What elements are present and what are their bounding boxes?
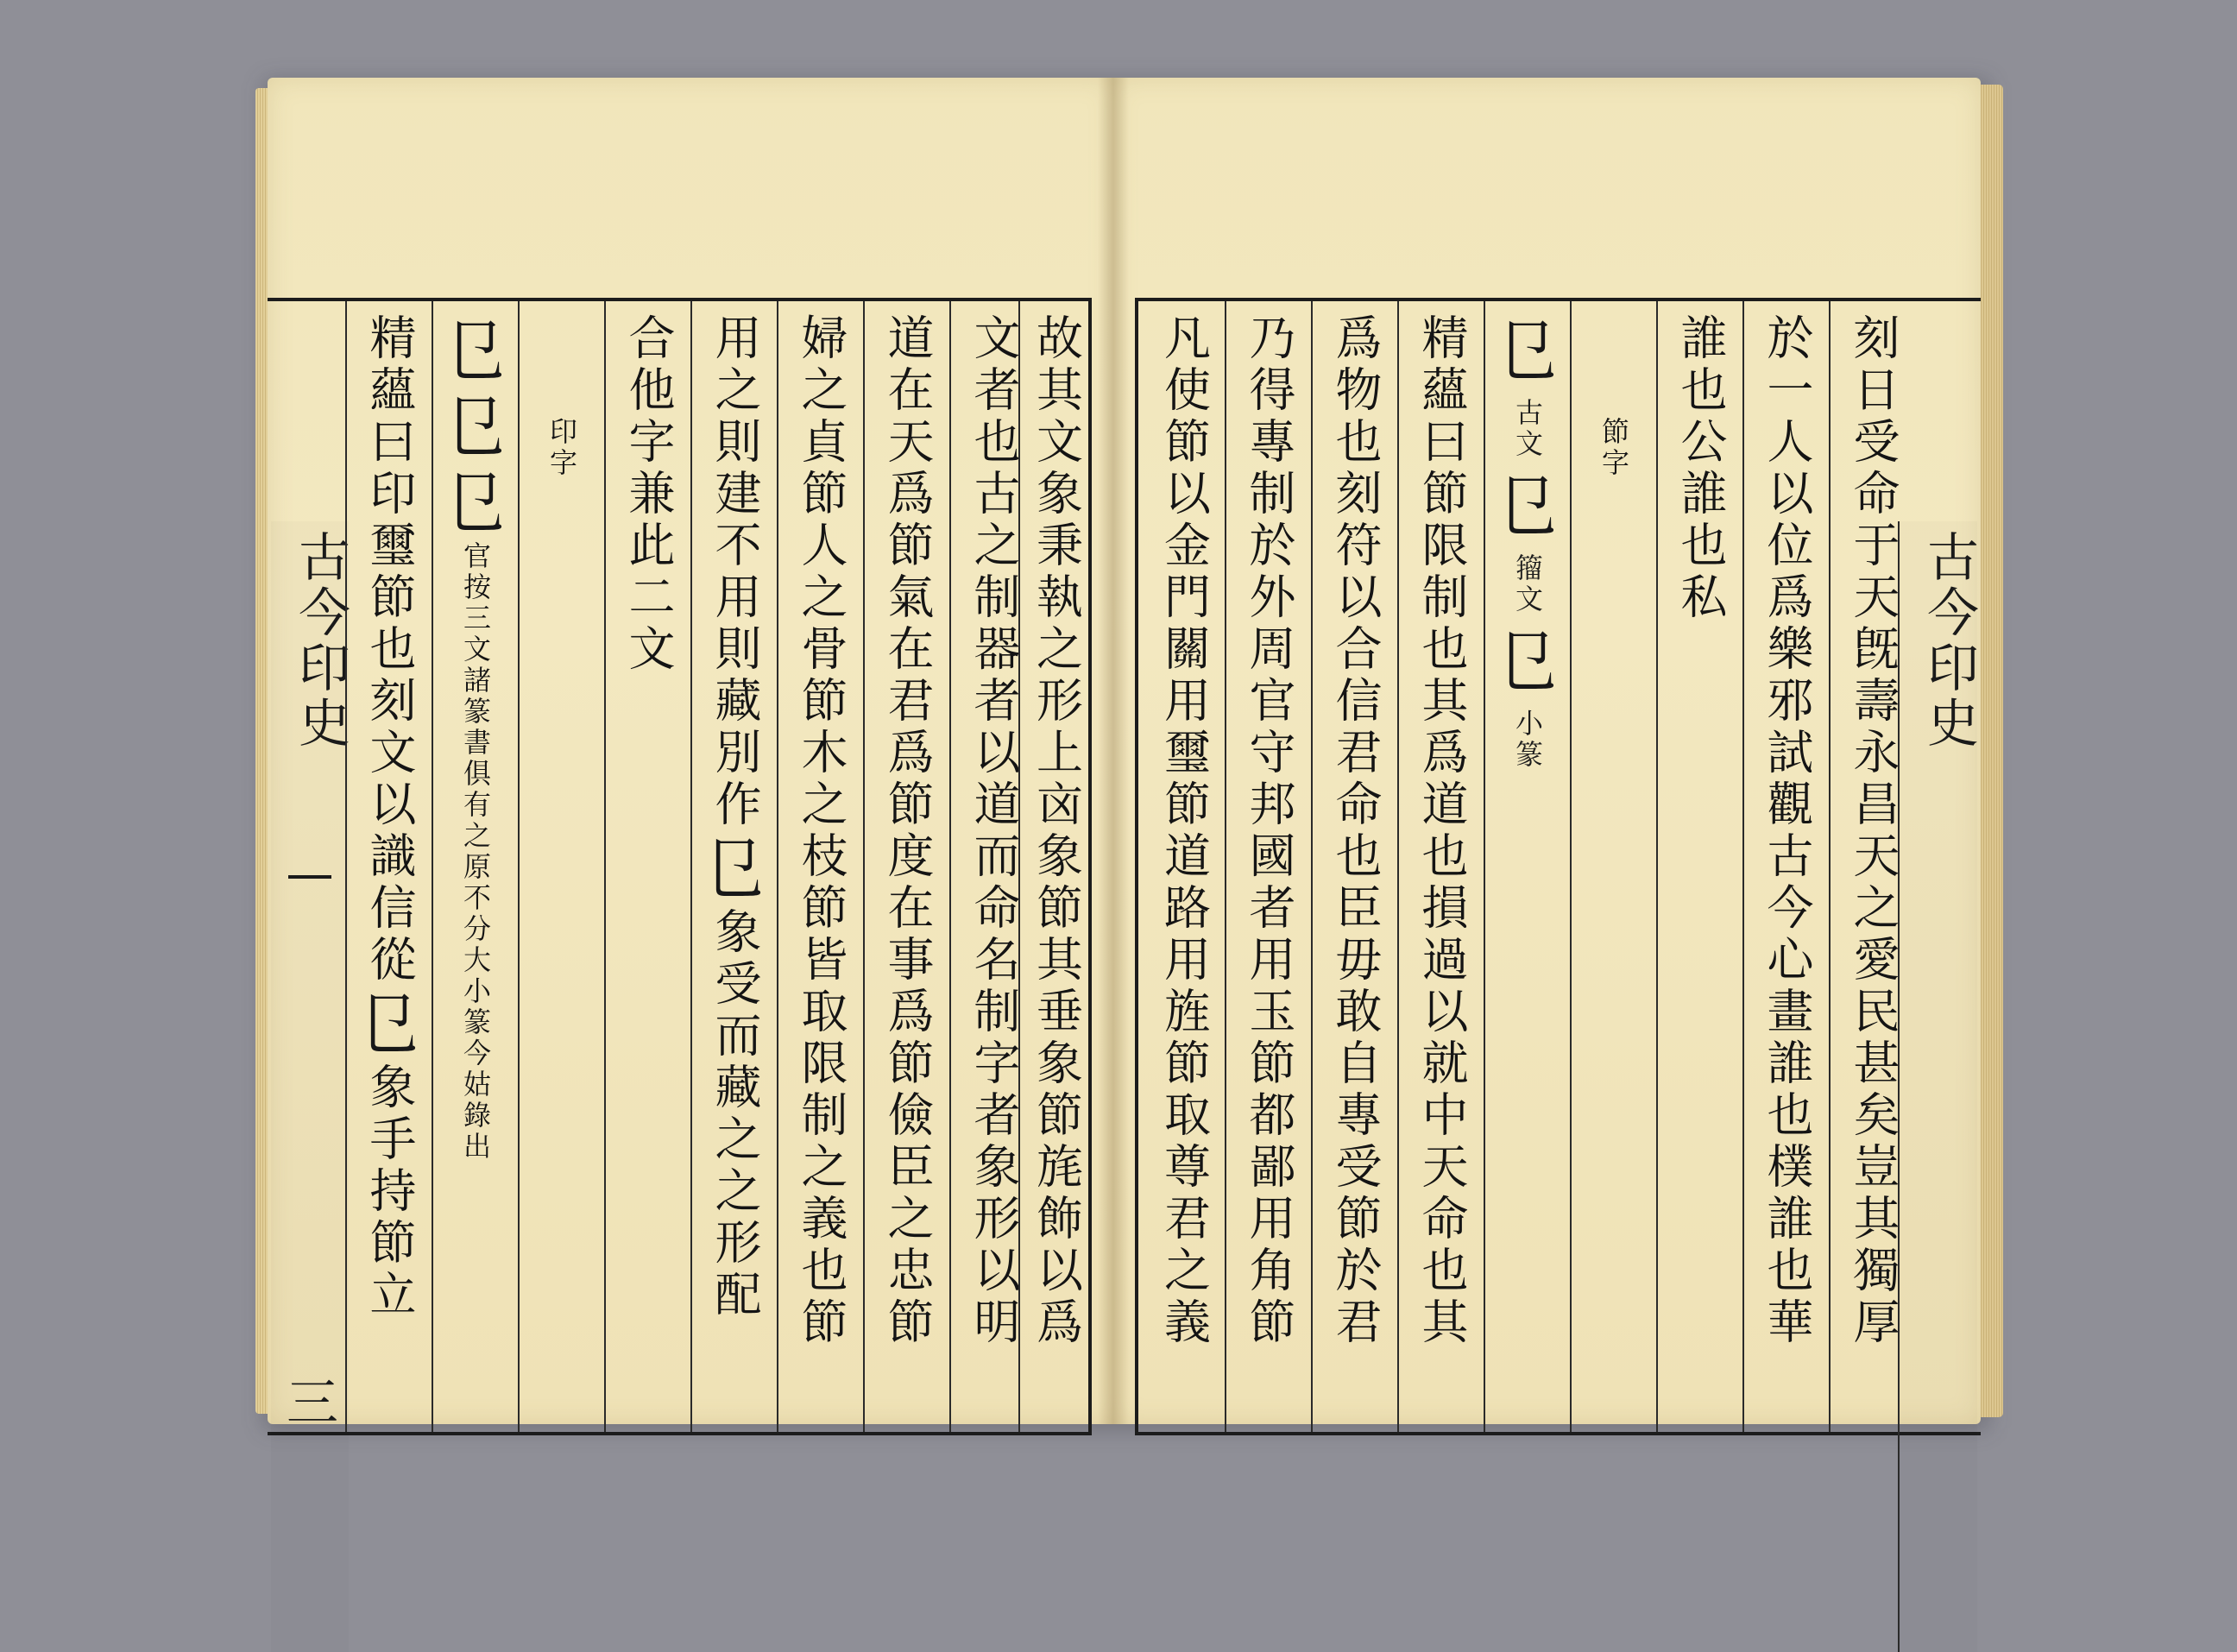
column-text: 誰也公誰也私 [1673, 313, 1728, 624]
column-text: 用之則建不用則藏別作 [708, 313, 762, 831]
column-r3 [1311, 301, 1397, 1432]
seal-label: 小篆 [1511, 709, 1544, 771]
column-text: 象手持節立 [362, 1062, 417, 1321]
column-7 [777, 301, 863, 1432]
column-r8 [1742, 301, 1829, 1432]
right-fold-title: 古今印史 [1919, 530, 1979, 751]
seal-glyph: 㔾 [446, 311, 505, 391]
right-page [1113, 78, 1981, 1424]
seal-glyph: 㔾 [1498, 311, 1557, 391]
column-text: 於一人以位爲樂邪試觀古今心畫誰也樸誰也華 [1760, 313, 1814, 1349]
right-gutter [1113, 78, 1129, 1424]
seal-note: 官按三文諸篆書俱有之原不分大小篆今姑錄出 [459, 541, 492, 1163]
right-fold-margin [1898, 521, 1977, 1652]
column-text: 精蘊曰節限制也其爲道也損過以就中天命也其 [1415, 313, 1469, 1349]
seal-glyph: 㔾 [446, 463, 505, 543]
right-page-edge [1979, 85, 2003, 1417]
seal-glyph: 㔾 [705, 829, 764, 909]
column-text: 精蘊曰印璽節也刻文以識信從 [362, 313, 417, 987]
seal-glyph: 㔾 [446, 387, 505, 467]
column-8 [863, 301, 949, 1432]
column-r4 [1397, 301, 1484, 1432]
column-text: 文者也古之制器者以道而命名制字者象形以明 [967, 313, 1021, 1349]
column-10 [1018, 301, 1092, 1432]
folio-number: 三 [287, 1373, 338, 1434]
column-4 [604, 301, 690, 1432]
seal-glyph: 㔾 [1498, 466, 1557, 546]
column-text: 凡使節以金門關用璽節道路用旌節取尊君之義 [1156, 313, 1212, 1349]
column-text: 故其文象秉執之形上㐫象節其垂象節旄飾以爲 [1029, 313, 1084, 1349]
column-text: 刻日受命于天旣壽永昌天之愛民甚矣豈其獨厚 [1846, 313, 1900, 1349]
column-text: 象受而藏之之形配 [708, 907, 762, 1321]
left-fold-title: 古今印史 [290, 530, 350, 751]
seal-glyph: 㔾 [1498, 621, 1557, 702]
seal-label: 籀文 [1511, 553, 1544, 615]
section-heading: 印字 [545, 417, 578, 479]
column-1 [345, 301, 432, 1432]
column-5 [690, 301, 777, 1432]
column-text: 爲物也刻符以合信君命也臣毋敢自專受節於君 [1328, 313, 1383, 1349]
seal-glyph: 㔾 [360, 984, 419, 1064]
section-heading: 節字 [1597, 417, 1630, 479]
column-seal-rows [1484, 301, 1570, 1432]
left-fold-margin [271, 521, 349, 1652]
column-text: 合他字兼此二文 [621, 313, 676, 676]
column-r1 [1143, 301, 1225, 1432]
fishtail-mark [288, 832, 331, 879]
left-text-frame [268, 298, 1092, 1435]
left-gutter [1098, 78, 1113, 1424]
column-heading [518, 301, 604, 1432]
column-text: 道在天爲節氣在君爲節度在事爲節儉臣之忠節 [880, 313, 935, 1349]
column-text: 乃得專制於外周官守邦國者用玉節都鄙用角節 [1242, 313, 1296, 1349]
left-page [268, 78, 1113, 1434]
column-text: 婦之貞節人之骨節木之枝節皆取限制之義也節 [794, 313, 848, 1349]
right-text-frame [1135, 298, 1981, 1435]
column-r2 [1225, 301, 1311, 1432]
seal-label: 古文 [1511, 398, 1544, 460]
column-r7 [1656, 301, 1742, 1432]
column-heading [1570, 301, 1656, 1432]
column-seal-variants [432, 301, 518, 1432]
